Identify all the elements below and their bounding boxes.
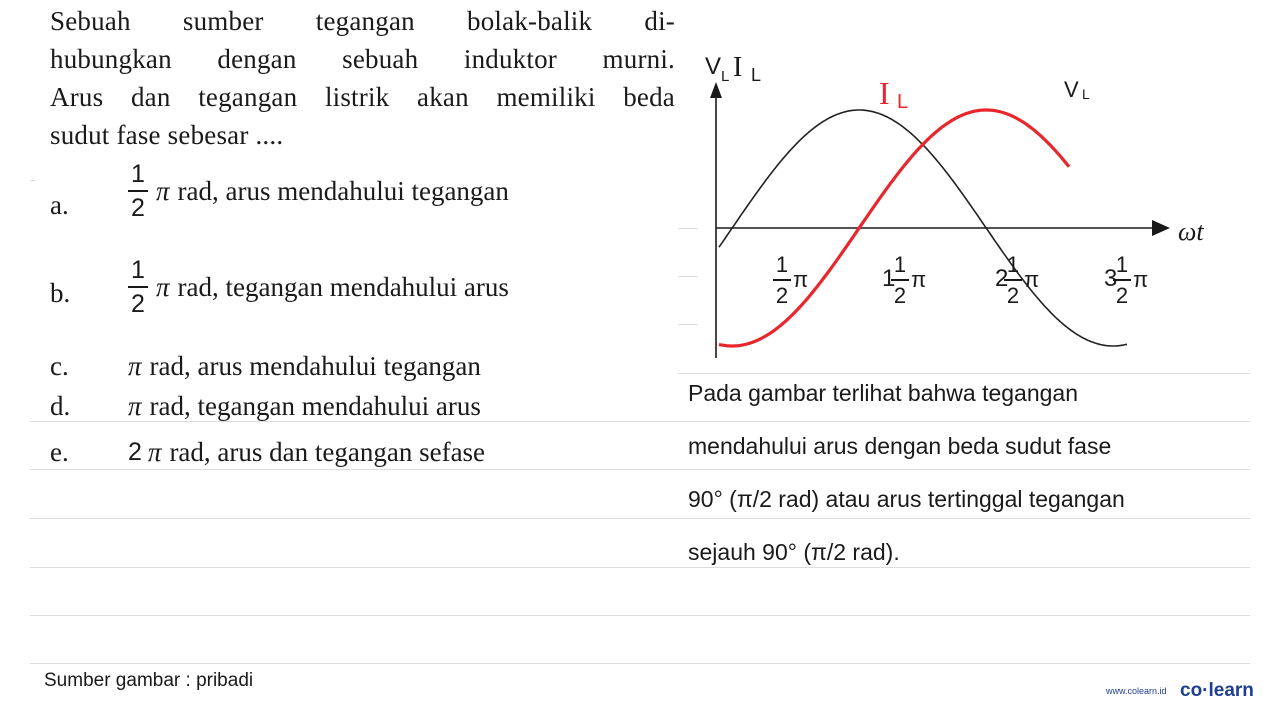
image-source: Sumber gambar : pribadi xyxy=(44,670,254,691)
pi-symbol: π xyxy=(156,271,170,302)
y-axis-label-i: I xyxy=(733,52,743,83)
svg-text:2: 2 xyxy=(995,265,1009,292)
x-axis-arrow-icon xyxy=(1152,220,1170,236)
option-letter: b. xyxy=(50,278,71,308)
ruled-line xyxy=(678,373,1250,374)
fraction: $\frac{1}{2}$ xyxy=(128,162,148,221)
y-axis-label-i-sub: L xyxy=(751,65,762,85)
brand-logo: co·learn xyxy=(1180,680,1254,701)
curve-label-v: V xyxy=(1064,77,1079,102)
pi-symbol: π xyxy=(128,351,142,381)
x-tick-label xyxy=(882,252,926,308)
option-text: rad, tegangan mendahului arus xyxy=(149,391,481,421)
svg-text:2: 2 xyxy=(775,283,789,308)
question-line: sudut fase sebesar .... xyxy=(50,120,284,150)
option-letter: a. xyxy=(50,190,69,220)
ruled-line xyxy=(30,518,1250,519)
x-axis-label: ωt xyxy=(1178,217,1204,246)
curve-label-i-sub: L xyxy=(897,91,909,113)
ruled-line xyxy=(30,663,1250,664)
option-text: rad, arus mendahului tegangan xyxy=(177,175,509,206)
svg-text:2: 2 xyxy=(893,283,907,308)
option-letter: d. xyxy=(50,391,71,421)
pi-symbol: π xyxy=(156,175,170,206)
svg-text:1: 1 xyxy=(1006,252,1020,277)
curve-label-i: I xyxy=(879,75,890,111)
question-line: Sebuah sumber tegangan bolak-balik di- xyxy=(50,6,675,36)
svg-text:3: 3 xyxy=(1104,265,1118,292)
svg-text:2: 2 xyxy=(1006,283,1020,308)
x-tick-label xyxy=(773,252,808,308)
svg-text:1: 1 xyxy=(775,252,789,277)
ruled-line xyxy=(30,469,1250,470)
svg-text:π: π xyxy=(1024,267,1040,292)
pi-symbol: π xyxy=(128,391,142,421)
option-letter: c. xyxy=(50,351,69,381)
svg-text:2: 2 xyxy=(1115,283,1129,308)
explanation-line: mendahului arus dengan beda sudut fase xyxy=(688,433,1112,459)
svg-text:1: 1 xyxy=(1115,252,1129,277)
option-letter: e. xyxy=(50,437,69,467)
question-line: hubungkan dengan sebuah induktor murni. xyxy=(50,44,675,74)
ruled-line xyxy=(30,615,1250,616)
question-text xyxy=(50,2,675,154)
svg-text:π: π xyxy=(911,267,927,292)
y-axis-label-v: V xyxy=(705,53,722,80)
option-text: rad, tegangan mendahului arus xyxy=(177,271,509,302)
coefficient: 2 xyxy=(128,438,142,466)
explanation-line: sejauh 90° (π/2 rad). xyxy=(688,539,900,565)
brand-url: www.colearn.id xyxy=(1106,686,1167,696)
svg-text:π: π xyxy=(793,267,809,292)
x-tick-label xyxy=(1104,252,1148,308)
ruled-line xyxy=(30,180,35,181)
y-axis-label-v-sub: L xyxy=(721,68,730,85)
x-tick-label xyxy=(995,252,1039,308)
phase-graph xyxy=(690,40,1210,370)
option-text: rad, arus mendahului tegangan xyxy=(149,351,481,381)
explanation-line: Pada gambar terlihat bahwa tegangan xyxy=(688,380,1079,406)
ruled-line xyxy=(30,567,1250,568)
question-line: Arus dan tegangan listrik akan memiliki beda xyxy=(50,82,675,112)
pi-symbol: π xyxy=(147,437,162,467)
svg-text:1: 1 xyxy=(882,265,896,292)
option-text: rad, arus dan tegangan sefase xyxy=(169,437,486,467)
fraction: $\frac{1}{2}$ xyxy=(128,258,148,317)
svg-text:1: 1 xyxy=(893,252,907,277)
curve-label-v-sub: L xyxy=(1082,86,1090,102)
explanation-line: 90° (π/2 rad) atau arus tertinggal tegangan xyxy=(688,486,1125,512)
svg-text:π: π xyxy=(1133,267,1149,292)
